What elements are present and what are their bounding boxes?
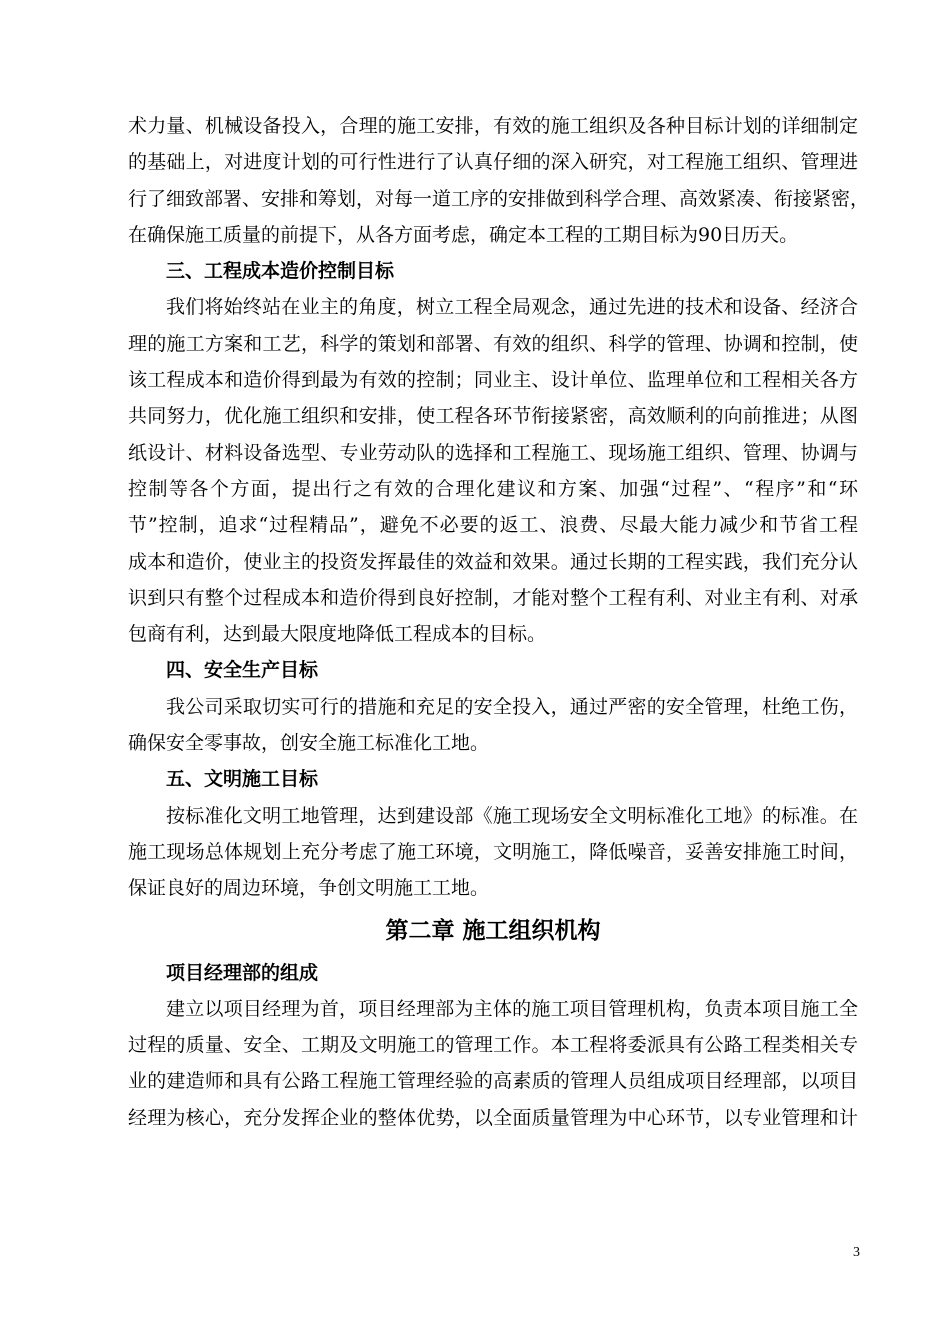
text-line: 确保安全零事故，创安全施工标准化工地。 — [128, 732, 490, 755]
section-heading-project-department: 项目经理部的组成 — [166, 961, 319, 984]
text-line: 控制等各个方面，提出行之有效的合理化建议和方案、加强“过程”、“程序”和“环 — [128, 477, 858, 500]
text-line: 理的施工方案和工艺，科学的策划和部署、有效的组织、科学的管理、协调和控制，使 — [128, 332, 858, 355]
text-line: 术力量、机械设备投入，合理的施工安排，有效的施工组织及各种目标计划的详细制定 — [128, 115, 858, 137]
text-line: 纸设计、材料设备选型、专业劳动队的选择和工程施工、现场施工组织、管理、协调与 — [128, 441, 858, 464]
paragraph-civilized-construction — [128, 798, 858, 907]
text-line: 该工程成本和造价得到最为有效的控制；同业主、设计单位、监理单位和工程相关各方 — [128, 369, 858, 392]
document-body — [128, 108, 870, 1136]
paragraph-cost-control — [128, 289, 858, 652]
text-line: 经理为核心，充分发挥企业的整体优势，以全面质量管理为中心环节，以专业管理和计 — [128, 1106, 858, 1129]
text-line: 施工现场总体规划上充分考虑了施工环境，文明施工，降低噪音，妥善安排施工时间， — [128, 840, 858, 863]
text-line: 我公司采取切实可行的措施和充足的安全投入，通过严密的安全管理，杜绝工伤， — [166, 695, 858, 718]
text-line: 业的建造师和具有公路工程施工管理经验的高素质的管理人员组成项目经理部，以项目 — [128, 1070, 858, 1093]
chapter-title: 第二章 施工组织机构 — [385, 916, 601, 944]
text-line: 在确保施工质量的前提下，从各方面考虑，确定本工程的工期目标为90日历天。 — [128, 223, 799, 246]
text-line: 节”控制，追求“过程精品”，避免不必要的返工、浪费、尽最大能力减少和节省工程 — [128, 514, 858, 537]
paragraph-safety — [128, 689, 858, 762]
section-heading-safety: 四、安全生产目标 — [166, 659, 319, 682]
text-line: 包商有利，达到最大限度地降低工程成本的目标。 — [128, 623, 547, 646]
section-heading-civilized-construction: 五、文明施工目标 — [166, 768, 319, 791]
text-line: 我们将始终站在业主的角度，树立工程全局观念，通过先进的技术和设备、经济合 — [166, 296, 858, 319]
text-line: 按标准化文明工地管理，达到建设部《施工现场安全文明标准化工地》的标准。在 — [166, 804, 858, 827]
paragraph-schedule-target — [128, 108, 870, 253]
text-line: 成本和造价，使业主的投资发挥最佳的效益和效果。通过长期的工程实践，我们充分认 — [128, 550, 858, 573]
paragraph-project-department — [128, 991, 858, 1136]
page-number: 3 — [853, 1245, 860, 1260]
text-line: 过程的质量、安全、工期及文明施工的管理工作。本工程将委派具有公路工程类相关专 — [128, 1034, 858, 1057]
text-line: 的基础上，对进度计划的可行性进行了认真仔细的深入研究，对工程施工组织、管理进 — [128, 151, 858, 174]
text-line: 保证良好的周边环境，争创文明施工工地。 — [128, 877, 490, 900]
text-line: 共同努力，优化施工组织和安排，使工程各环节衔接紧密，高效顺利的向前推进；从图 — [128, 405, 858, 428]
text-line: 行了细致部署、安排和筹划，对每一道工序的安排做到科学合理、高效紧凑、衔接紧密， — [128, 187, 870, 210]
section-heading-cost-control: 三、工程成本造价控制目标 — [166, 260, 395, 283]
text-line: 建立以项目经理为首，项目经理部为主体的施工项目管理机构，负责本项目施工全 — [166, 997, 858, 1020]
text-line: 识到只有整个过程成本和造价得到良好控制，才能对整个工程有利、对业主有利、对承 — [128, 586, 858, 609]
